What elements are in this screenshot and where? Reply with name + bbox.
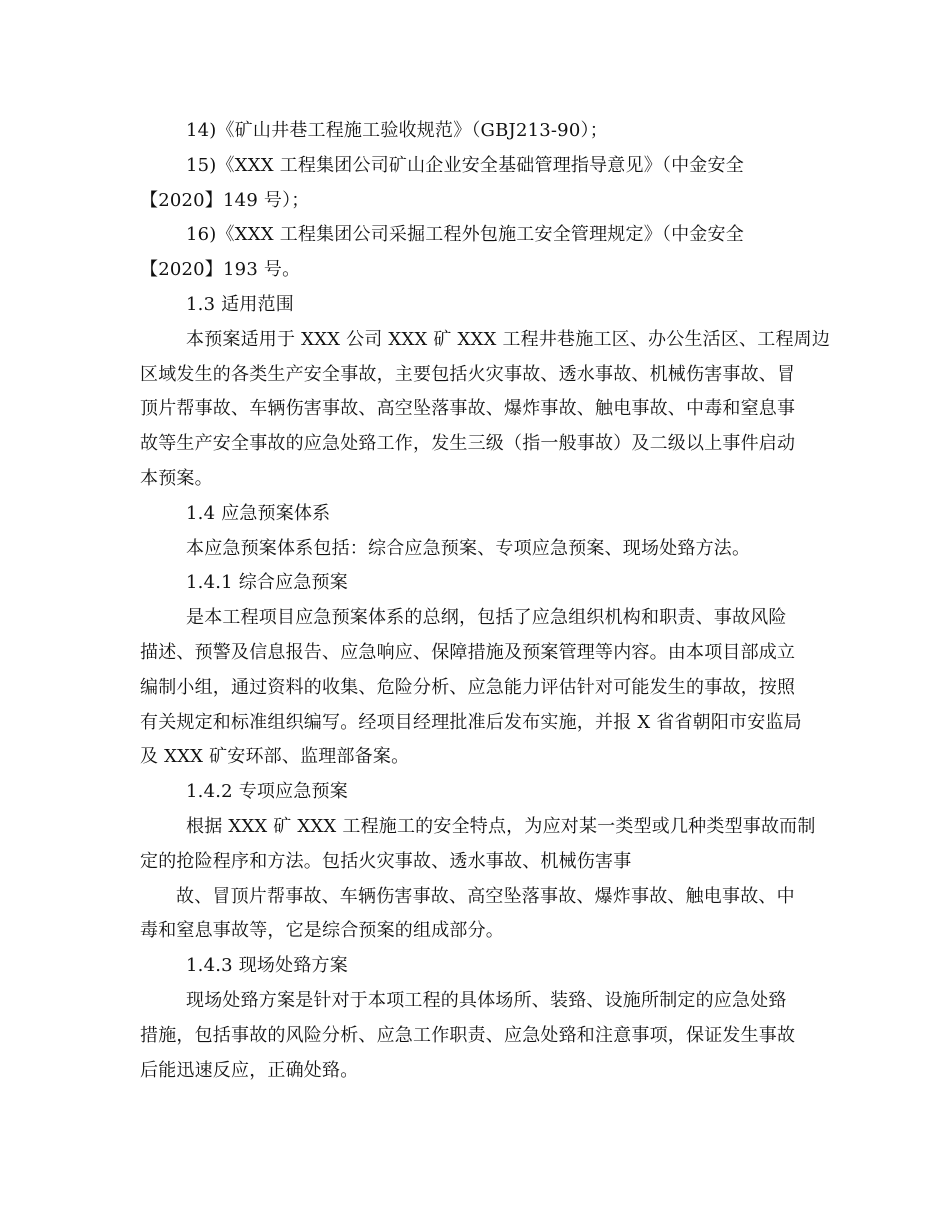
paragraph-line: 及 XXX 矿安环部、监理部备案。 (140, 746, 410, 767)
paragraph-line: 故、冒顶片帮事故、车辆伤害事故、高空坠落事故、爆炸事故、触电事故、中 (176, 886, 795, 907)
section-heading-1-4-2: 1.4.2 专项应急预案 (186, 781, 348, 802)
paragraph-line: 故等生产安全事故的应急处臵工作，发生三级（指一般事故）及二级以上事件启动 (140, 433, 796, 454)
paragraph-line: 是本工程项目应急预案体系的总纲，包括了应急组织机构和职责、事故风险 (186, 607, 787, 628)
paragraph-line: 本应急预案体系包括：综合应急预案、专项应急预案、现场处臵方法。 (186, 538, 751, 559)
reference-item-15: 15)《XXX 工程集团公司矿山企业安全基础管理指导意见》（中金安全 (186, 155, 744, 176)
paragraph-line: 现场处臵方案是针对于本项工程的具体场所、装臵、设施所制定的应急处臵 (186, 990, 787, 1011)
section-heading-1-4: 1.4 应急预案体系 (186, 503, 331, 524)
paragraph-line: 有关规定和标准组织编写。经项目经理批准后发布实施，并报 X 省省朝阳市安监局 (140, 712, 802, 733)
paragraph-line: 描述、预警及信息报告、应急响应、保障措施及预案管理等内容。由本项目部成立 (140, 642, 796, 663)
reference-item-15-cont: 【2020】149 号）； (140, 190, 310, 211)
paragraph-line: 定的抢险程序和方法。包括火灾事故、透水事故、机械伤害事 (140, 851, 632, 872)
reference-item-16-cont: 【2020】193 号。 (140, 259, 301, 280)
paragraph-line: 编制小组，通过资料的收集、危险分析、应急能力评估针对可能发生的事故，按照 (140, 677, 796, 698)
section-heading-1-3: 1.3 适用范围 (186, 294, 294, 315)
paragraph-line: 根据 XXX 矿 XXX 工程施工的安全特点，为应对某一类型或几种类型事故而制 (186, 816, 816, 837)
paragraph-line: 本预案。 (140, 468, 213, 489)
paragraph-line: 措施，包括事故的风险分析、应急工作职责、应急处臵和注意事项，保证发生事故 (140, 1025, 796, 1046)
section-heading-1-4-1: 1.4.1 综合应急预案 (186, 572, 348, 593)
paragraph-line: 顶片帮事故、车辆伤害事故、高空坠落事故、爆炸事故、触电事故、中毒和窒息事 (140, 398, 796, 419)
paragraph-line: 后能迅速反应，正确处臵。 (140, 1060, 359, 1081)
paragraph-line: 毒和窒息事故等，它是综合预案的组成部分。 (140, 920, 504, 941)
paragraph-line: 区域发生的各类生产安全事故，主要包括火灾事故、透水事故、机械伤害事故、冒 (140, 364, 796, 385)
paragraph-line: 本预案适用于 XXX 公司 XXX 矿 XXX 工程井巷施工区、办公生活区、工程周边 (186, 329, 831, 350)
section-heading-1-4-3: 1.4.3 现场处臵方案 (186, 955, 348, 976)
reference-item-16: 16)《XXX 工程集团公司采掘工程外包施工安全管理规定》（中金安全 (186, 224, 744, 245)
reference-item-14: 14)《矿山井巷工程施工验收规范》（GBJ213-90）； (186, 120, 608, 141)
